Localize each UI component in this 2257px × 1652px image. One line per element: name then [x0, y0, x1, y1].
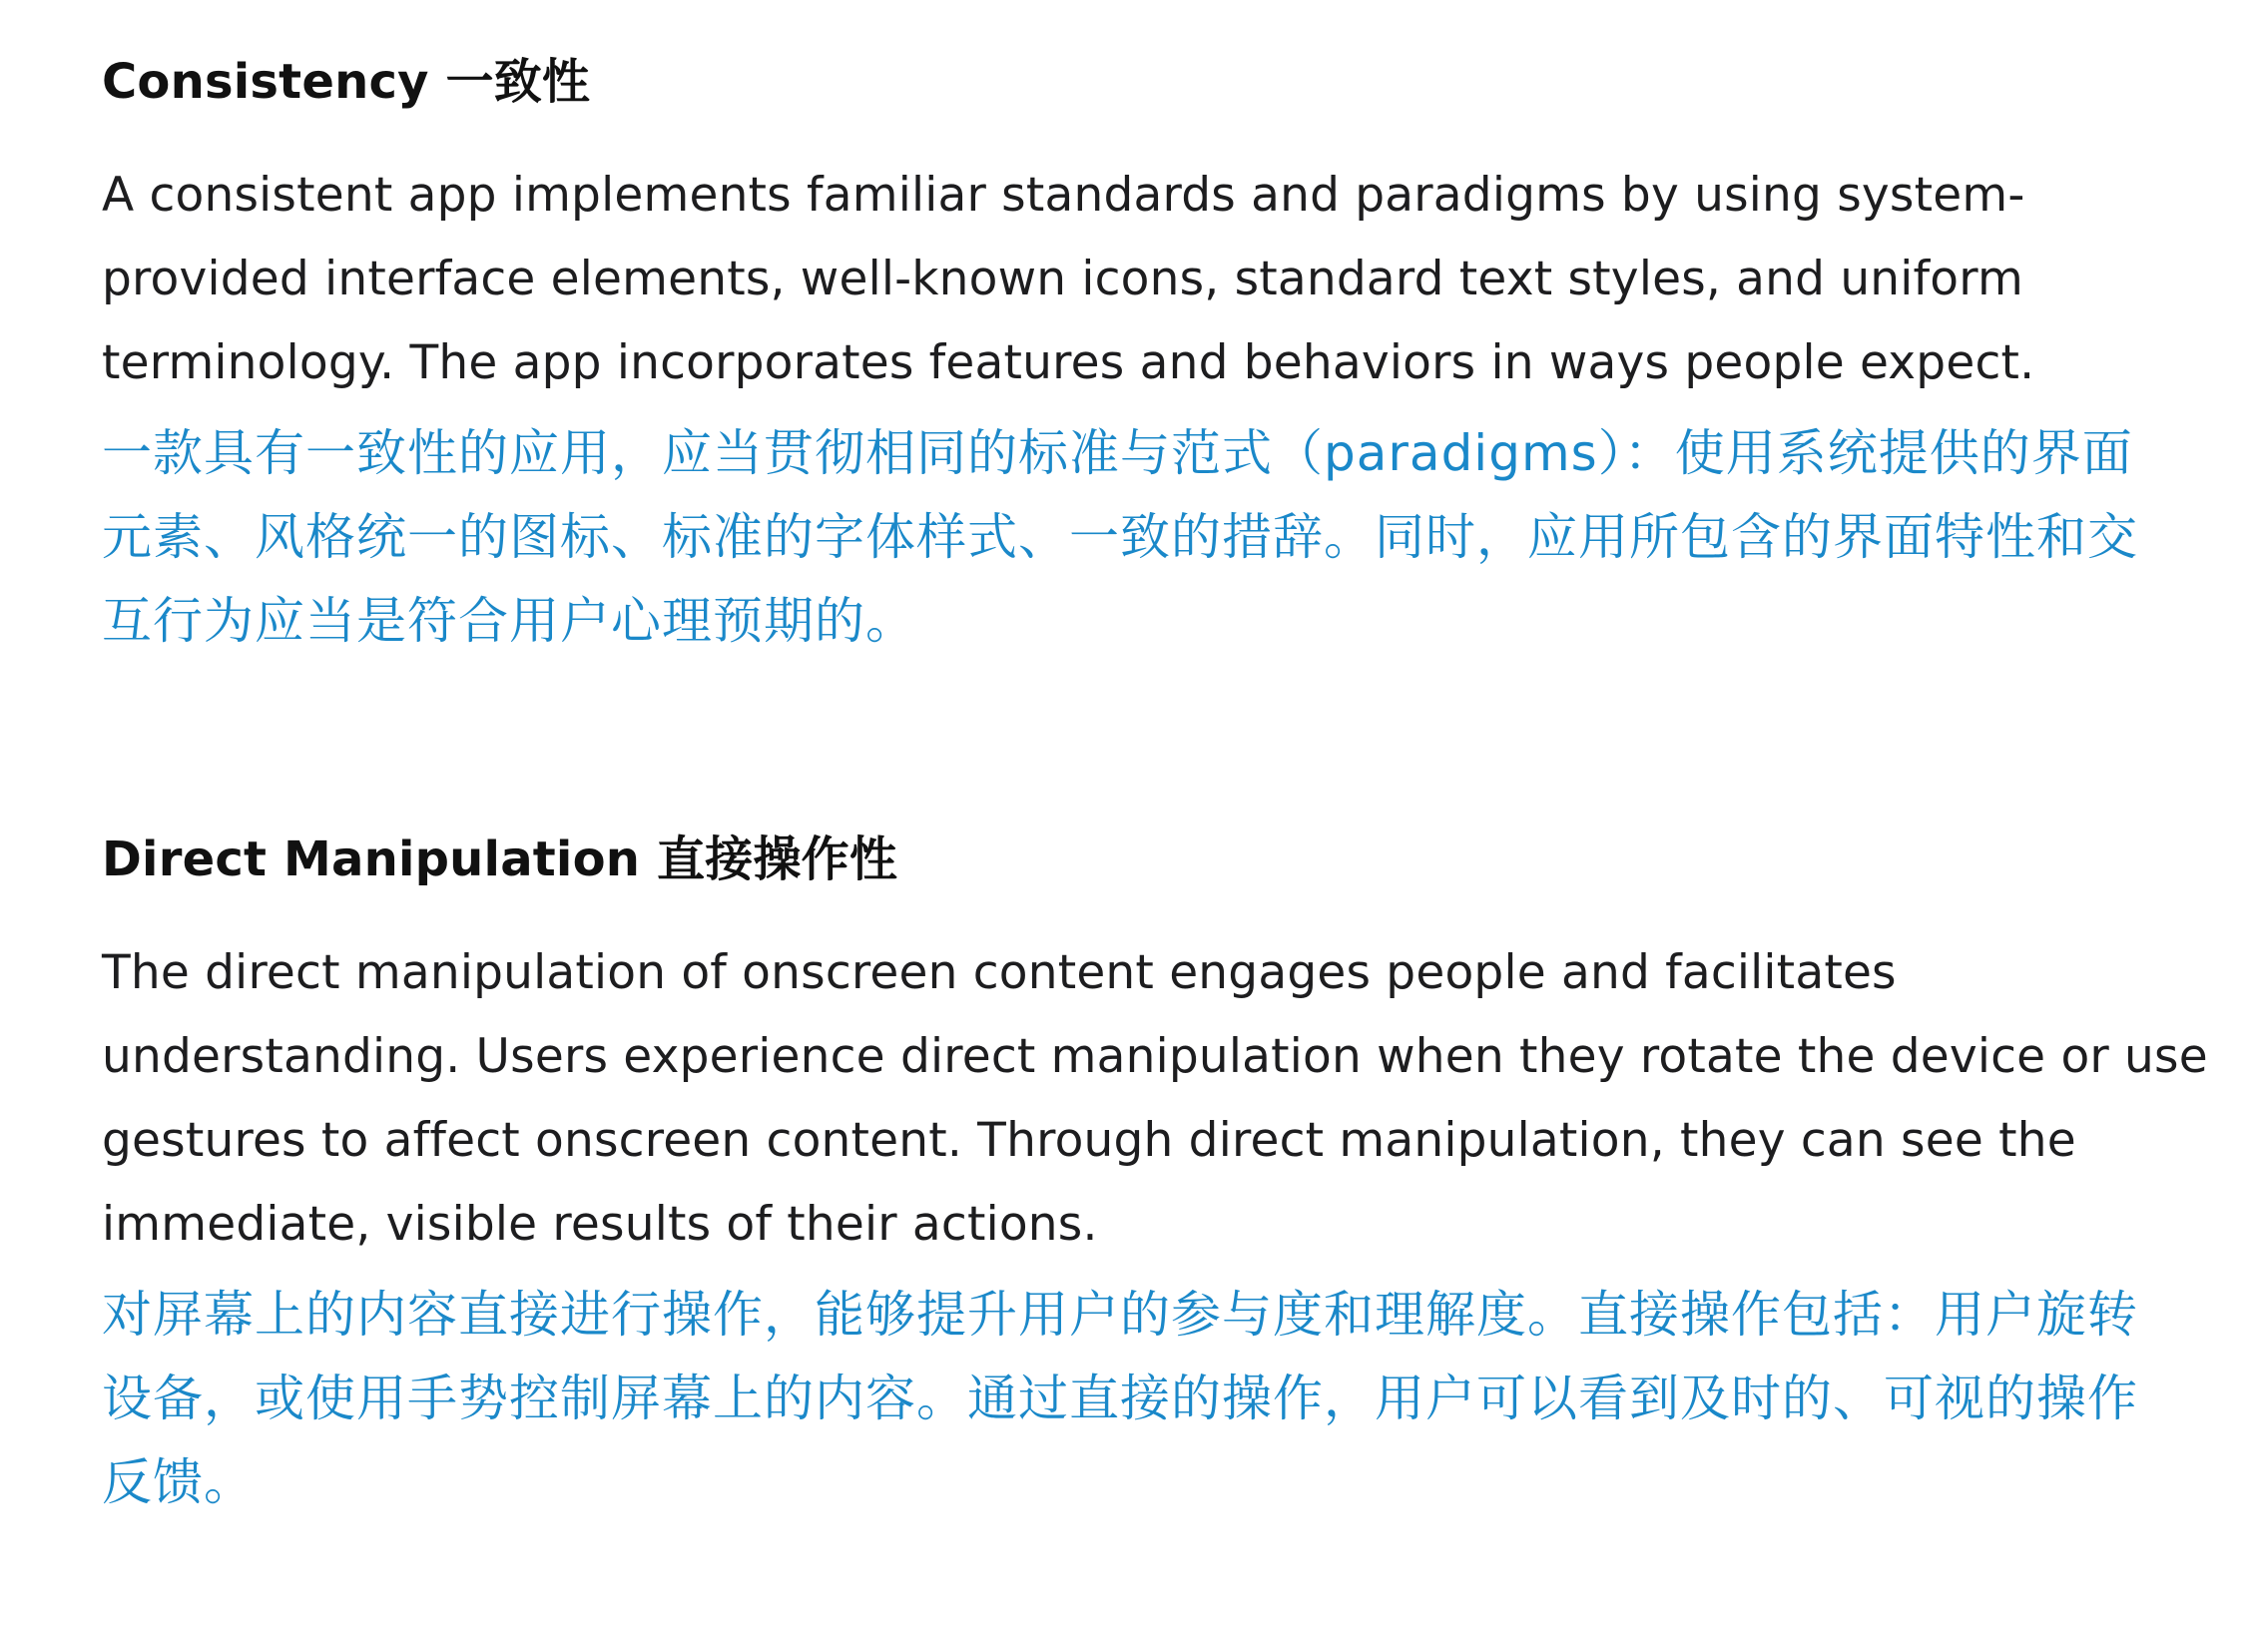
section-heading-direct-manipulation: Direct Manipulation 直接操作性: [102, 831, 898, 887]
paragraph-english-direct-manipulation: The direct manipulation of onscreen content engages people and facilitates understanding. Users experience direct manipulation when they rotate the device or use gestures to affect onscreen content. Through direct manipulation, they can see the immediate, visible results of their actions.: [102, 945, 2208, 1252]
section-heading-consistency: Consistency 一致性: [102, 54, 591, 110]
paragraph-chinese-direct-manipulation: 对屏幕上的内容直接进行操作，能够提升用户的参与度和理解度。直接操作包括：用户旋转设备，或使用手势控制屏幕上的内容。通过直接的操作，用户可以看到及时的、可视的操作反馈。: [102, 1286, 2138, 1511]
paragraph-chinese-consistency: 一款具有一致性的应用，应当贯彻相同的标准与范式（paradigms）：使用系统提供的界面元素、风格统一的图标、标准的字体样式、一致的措辞。同时，应用所包含的界面特性和交互行为应当是符合用户心理预期的。: [102, 424, 2138, 650]
section-direct-manipulation: [102, 663, 2238, 1524]
paragraph-english-consistency: A consistent app implements familiar standards and paradigms by using system-provided interface elements, well-known icons, standard text styles, and uniform terminology. The app incorporates features and behaviors in ways people expect.: [102, 168, 2035, 390]
document-page: [102, 0, 2238, 1524]
section-consistency: [102, 0, 2238, 663]
